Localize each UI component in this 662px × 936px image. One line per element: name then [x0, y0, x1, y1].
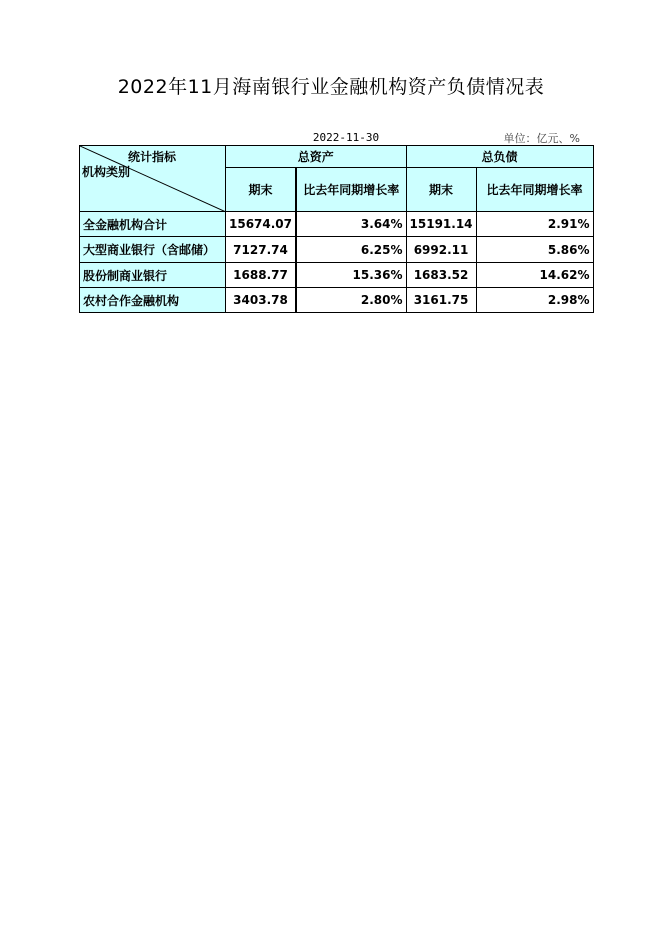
- assets-yoy-header: 比去年同期增长率: [296, 168, 406, 212]
- liabilities-yoy-value: 2.91%: [476, 212, 593, 237]
- liabilities-value: 15191.14: [406, 212, 476, 237]
- report-date: 2022-11-30: [312, 131, 380, 144]
- corner-top-label: 统计指标: [128, 150, 177, 164]
- liabilities-yoy-value: 14.62%: [476, 263, 593, 288]
- assets-group-header: 总资产: [226, 146, 407, 168]
- balance-sheet-table: [79, 145, 594, 313]
- liabilities-value: 3161.75: [406, 288, 476, 313]
- assets-value: 3403.78: [226, 288, 297, 313]
- liabilities-period-end-header: 期末: [406, 168, 476, 212]
- corner-header-cell: [80, 146, 226, 212]
- assets-value: 15674.07: [226, 212, 297, 237]
- assets-value: 1688.77: [226, 263, 297, 288]
- table-row: [80, 237, 594, 263]
- liabilities-yoy-value: 5.86%: [476, 237, 593, 263]
- row-name: 农村合作金融机构: [80, 288, 226, 313]
- table-row: [80, 212, 594, 237]
- liabilities-yoy-value: 2.98%: [476, 288, 593, 313]
- liabilities-yoy-header: 比去年同期增长率: [476, 168, 593, 212]
- row-name: 大型商业银行（含邮储）: [80, 237, 226, 263]
- liabilities-value: 6992.11: [406, 237, 476, 263]
- report-title: 2022年11月海南银行业金融机构资产负债情况表: [117, 76, 545, 98]
- assets-value: 7127.74: [226, 237, 297, 263]
- row-name: 全金融机构合计: [80, 212, 226, 237]
- assets-yoy-value: 6.25%: [296, 237, 406, 263]
- table-row: [80, 263, 594, 288]
- corner-bottom-label: 机构类别: [82, 165, 131, 179]
- assets-yoy-value: 15.36%: [296, 263, 406, 288]
- unit-label: 单位：亿元、%: [503, 132, 580, 145]
- assets-period-end-header: 期末: [226, 168, 297, 212]
- liabilities-group-header: 总负债: [406, 146, 593, 168]
- liabilities-value: 1683.52: [406, 263, 476, 288]
- table-row: [80, 288, 594, 313]
- row-name: 股份制商业银行: [80, 263, 226, 288]
- assets-yoy-value: 3.64%: [296, 212, 406, 237]
- assets-yoy-value: 2.80%: [296, 288, 406, 313]
